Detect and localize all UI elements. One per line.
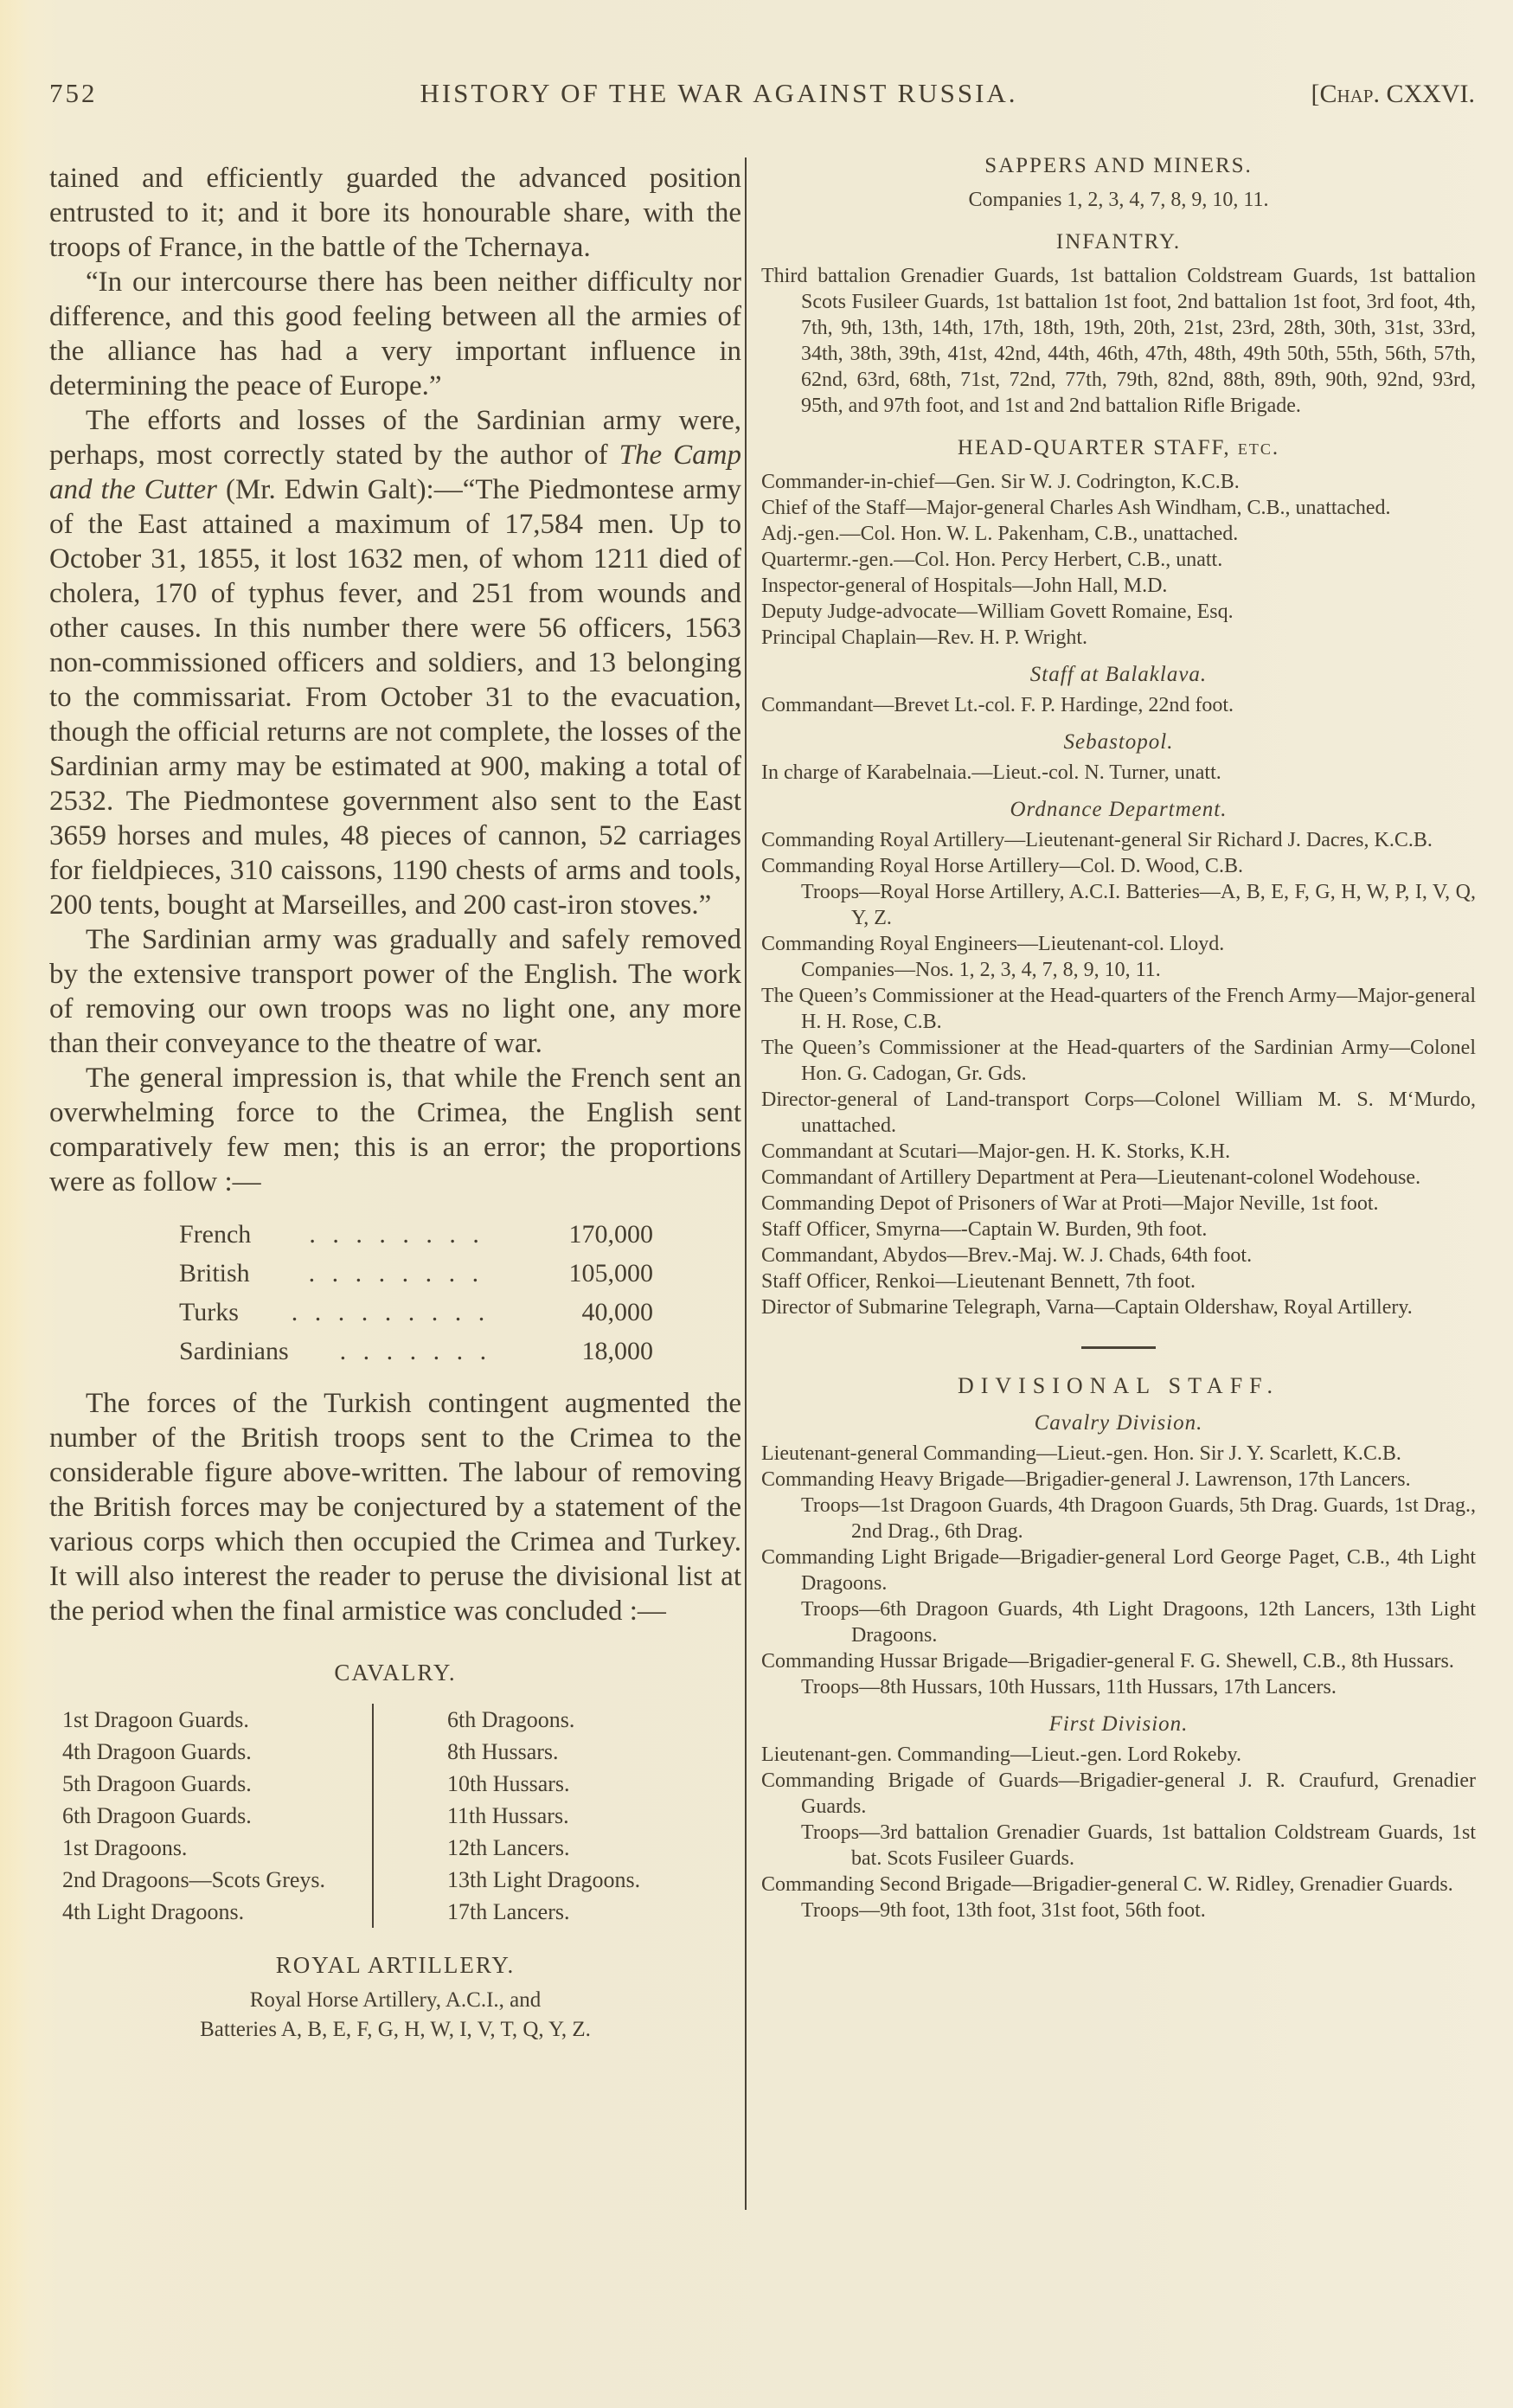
- paragraph-removal: The Sardinian army was gradually and safely removed by the extensive transport power of the English. The work of removing our own troops was no light one, any more than their conveyance to the theatre of war.: [49, 924, 741, 1059]
- staff-entry: Deputy Judge-advocate—William Govett Romaine, Esq.: [761, 600, 1234, 623]
- cavalry-regiment-item: 4th Light Dragoons.: [62, 1899, 245, 1924]
- staff-entry: Director of Submarine Telegraph, Varna—Captain Oldershaw, Royal Artillery.: [761, 1296, 1413, 1319]
- force-nation-label: British: [179, 1259, 250, 1287]
- paragraph-sardinian-losses: [49, 403, 741, 922]
- paragraph-proportions: The general impression is, that while the French sent an overwhelming force to the Crimea, the English sent comparatively few men; this is an error; the proportions were as follow :—: [49, 1063, 741, 1198]
- chapter-reference: [1241, 80, 1475, 109]
- paragraph-text: (Mr. Edwin Galt):—“The Piedmontese army of the East attained a maximum of 17,584 men. Up to October 31, 1855, it lost 1632 men, of whom 1211 died of cholera, 170 of typhus fever, and 251 from wounds and other causes. In this number there were 56 officers, 1563 non-commissioned officers and soldiers, and 13 belonging to the commissariat. From October 31 to the evacuation, though the official returns are not complete, the losses of the Sardinian army may be estimated at 900, making a total of 2532. The Piedmontese government also sent to the East 3659 horses and mules, 48 pieces of cannon, 52 carriages for fieldpieces, 310 caissons, 1190 chests of arms and tools, 200 tents, bought at Marseilles, and 200 cast-iron stoves.”: [49, 474, 741, 921]
- cavalry-regiment-item: 6th Dragoons.: [447, 1707, 575, 1732]
- first-division-list: [761, 1742, 1476, 1923]
- staff-entry: Quartermr.-gen.—Col. Hon. Percy Herbert, C.B., unatt.: [761, 549, 1223, 571]
- cavalry-list: [62, 1704, 741, 1928]
- paragraph-quote: “In our intercourse there has been neither difficulty nor difference, and this good feeling between all the armies of the alliance has had a very important influence in determining the peace of Europe.”: [49, 266, 741, 401]
- sappers-companies-line: Companies 1, 2, 3, 4, 7, 8, 9, 10, 11.: [968, 189, 1269, 211]
- staff-entry: Commanding Royal Artillery—Lieutenant-general Sir Richard J. Dacres, K.C.B.: [761, 829, 1433, 851]
- book-title-italic: The Camp and the Cutter: [49, 440, 741, 505]
- staff-entry: Troops—9th foot, 13th foot, 31st foot, 56th foot.: [801, 1899, 1206, 1922]
- dot-leader: . . . . . . .: [339, 1337, 492, 1365]
- staff-entry: In charge of Karabelnaia.—Lieut.-col. N. Turner, unatt.: [761, 761, 1221, 784]
- chapter-bracket: [: [1311, 80, 1320, 108]
- artillery-line: Royal Horse Artillery, A.C.I., and: [249, 1988, 542, 2012]
- left-column: [49, 161, 741, 2045]
- balaklava-subheading: Staff at Balaklava.: [1029, 663, 1208, 686]
- page-header: [49, 78, 1475, 109]
- cavalry-division-list: [761, 1441, 1476, 1700]
- forces-row: [179, 1254, 653, 1293]
- staff-entry: Commanding Royal Engineers—Lieutenant-col. Lloyd.: [761, 933, 1225, 955]
- hq-heading-text: HEAD-QUARTER STAFF,: [957, 436, 1238, 459]
- cavalry-list-right: [372, 1704, 741, 1928]
- sappers-miners-heading: SAPPERS AND MINERS.: [984, 154, 1253, 177]
- staff-entry: Commandant, Abydos—Brev.-Maj. W. J. Chads, 64th foot.: [761, 1244, 1253, 1267]
- staff-entry: The Queen’s Commissioner at the Head-quarters of the Sardinian Army—Colonel Hon. G. Cadogan, Gr. Gds.: [761, 1037, 1476, 1085]
- staff-entry: Chief of the Staff—Major-general Charles Ash Windham, C.B., unattached.: [761, 497, 1391, 519]
- infantry-regiment-list: Third battalion Grenadier Guards, 1st battalion Coldstream Guards, 1st battalion Scots Fusileer Guards, 1st battalion 1st foot, 2nd battalion 1st foot, 3rd foot, 4th, 7th, 9th, 13th, 14th, 17th, 18th, 19th, 20th, 21st, 23rd, 28th, 30th, 31st, 33rd, 34th, 38th, 39th, 41st, 42nd, 44th, 46th, 47th, 48th, 49th 50th, 55th, 56th, 57th, 62nd, 63rd, 68th, 71st, 72nd, 77th, 79th, 82nd, 88th, 89th, 90th, 92nd, 93rd, 95th, and 97th foot, and 1st and 2nd battalion Rifle Brigade.: [761, 265, 1476, 417]
- right-column: [761, 154, 1476, 1923]
- forces-row: [179, 1215, 653, 1254]
- dot-leader: . . . . . . . .: [309, 1220, 484, 1249]
- cavalry-regiment-item: 10th Hussars.: [447, 1771, 570, 1796]
- page-number: 752: [49, 78, 98, 108]
- staff-entry: Troops—6th Dragoon Guards, 4th Light Dragoons, 12th Lancers, 13th Light Dragoons.: [801, 1598, 1476, 1647]
- sebastopol-subheading: Sebastopol.: [1063, 730, 1174, 754]
- staff-entry: The Queen’s Commissioner at the Head-quarters of the French Army—Major-general H. H. Rose, C.B.: [761, 985, 1476, 1033]
- forces-table: [179, 1215, 653, 1371]
- cavalry-heading: CAVALRY.: [334, 1660, 457, 1686]
- staff-entry: Companies—Nos. 1, 2, 3, 4, 7, 8, 9, 10, 11.: [801, 959, 1161, 981]
- force-count-value: 18,000: [581, 1337, 653, 1365]
- forces-row: [179, 1293, 653, 1332]
- royal-artillery-heading: ROYAL ARTILLERY.: [275, 1952, 516, 1978]
- chapter-number: CXXVI.: [1380, 80, 1475, 108]
- cavalry-list-left: [62, 1704, 372, 1928]
- staff-entry: Staff Officer, Renkoi—Lieutenant Bennett, 7th foot.: [761, 1270, 1196, 1293]
- staff-entry: Commanding Second Brigade—Brigadier-general C. W. Ridley, Grenadier Guards.: [761, 1873, 1453, 1896]
- cavalry-division-subheading: Cavalry Division.: [1034, 1411, 1203, 1435]
- running-title: HISTORY OF THE WAR AGAINST RUSSIA.: [420, 78, 1018, 108]
- paragraph-continuation: tained and efficiently guarded the advanced position entrusted to it; and it bore its honourable share, with the troops of France, in the battle of the Tchernaya.: [49, 163, 741, 263]
- staff-entry: Staff Officer, Smyrna—-Captain W. Burden, 9th foot.: [761, 1218, 1208, 1241]
- page-gutter-shadow: [0, 0, 29, 2408]
- staff-entry: Adj.-gen.—Col. Hon. W. L. Pakenham, C.B., unattached.: [761, 523, 1239, 545]
- staff-entry: Commandant of Artillery Department at Pera—Lieutenant-colonel Wodehouse.: [761, 1166, 1421, 1189]
- column-divider-rule: [745, 157, 747, 2210]
- dot-leader: . . . . . . . . .: [291, 1298, 490, 1326]
- forces-row: [179, 1332, 653, 1371]
- cavalry-regiment-item: 1st Dragoon Guards.: [62, 1707, 249, 1732]
- force-nation-label: Turks: [179, 1298, 239, 1326]
- cavalry-regiment-item: 5th Dragoon Guards.: [62, 1771, 252, 1796]
- cavalry-regiment-item: 17th Lancers.: [447, 1899, 570, 1924]
- staff-entry: Commander-in-chief—Gen. Sir W. J. Codrington, K.C.B.: [761, 471, 1240, 493]
- section-divider-rule: [1081, 1346, 1156, 1349]
- staff-entry: Troops—1st Dragoon Guards, 4th Dragoon Guards, 5th Drag. Guards, 1st Drag., 2nd Drag., 6th Drag.: [801, 1494, 1476, 1543]
- cavalry-regiment-item: 1st Dragoons.: [62, 1835, 188, 1860]
- staff-entry: Troops—Royal Horse Artillery, A.C.I. Batteries—A, B, E, F, G, H, W, P, I, V, Q, Y, Z.: [801, 881, 1476, 929]
- hq-staff-list: [761, 469, 1476, 651]
- force-count-value: 105,000: [568, 1259, 653, 1287]
- cavalry-regiment-item: 2nd Dragoons—Scots Greys.: [62, 1867, 326, 1892]
- force-nation-label: French: [179, 1220, 252, 1249]
- staff-entry: Commanding Brigade of Guards—Brigadier-general J. R. Craufurd, Grenadier Guards.: [761, 1769, 1476, 1818]
- divisional-staff-heading: DIVISIONAL STAFF.: [957, 1373, 1280, 1398]
- infantry-heading: INFANTRY.: [1055, 230, 1182, 254]
- cavalry-regiment-item: 11th Hussars.: [447, 1803, 569, 1828]
- hq-heading-etc: etc.: [1237, 436, 1280, 459]
- ordnance-list: [761, 827, 1476, 1320]
- paragraph-text: The efforts and losses of the Sardinian army were, perhaps, most correctly stated by the author of: [49, 405, 741, 471]
- staff-entry: Commanding Heavy Brigade—Brigadier-general J. Lawrenson, 17th Lancers.: [761, 1468, 1411, 1491]
- staff-entry: Troops—8th Hussars, 10th Hussars, 11th Hussars, 17th Lancers.: [801, 1676, 1337, 1698]
- staff-entry: Commandant—Brevet Lt.-col. F. P. Hardinge, 22nd foot.: [761, 694, 1234, 716]
- artillery-line: Batteries A, B, E, F, G, H, W, I, V, T, Q, Y, Z.: [200, 2018, 591, 2041]
- cavalry-regiment-item: 4th Dragoon Guards.: [62, 1739, 252, 1764]
- staff-entry: Commanding Hussar Brigade—Brigadier-general F. G. Shewell, C.B., 8th Hussars.: [761, 1650, 1454, 1673]
- staff-entry: Principal Chaplain—Rev. H. P. Wright.: [761, 626, 1088, 649]
- staff-entry: Commanding Light Brigade—Brigadier-general Lord George Paget, C.B., 4th Light Dragoons.: [761, 1546, 1476, 1595]
- cavalry-regiment-item: 8th Hussars.: [447, 1739, 559, 1764]
- staff-entry: Commanding Depot of Prisoners of War at Proti—Major Neville, 1st foot.: [761, 1192, 1379, 1215]
- ordnance-department-subheading: Ordnance Department.: [1010, 798, 1228, 821]
- force-count-value: 170,000: [568, 1220, 653, 1249]
- cavalry-regiment-item: 13th Light Dragoons.: [447, 1867, 641, 1892]
- staff-entry: Director-general of Land-transport Corps—Colonel William M. S. M‘Murdo, unattached.: [761, 1088, 1476, 1137]
- head-quarter-staff-heading: [761, 436, 1476, 460]
- chapter-label: Chap.: [1319, 80, 1380, 108]
- staff-entry: Lieutenant-general Commanding—Lieut.-gen. Hon. Sir J. Y. Scarlett, K.C.B.: [761, 1442, 1401, 1465]
- force-nation-label: Sardinians: [179, 1337, 289, 1365]
- staff-entry: Commanding Royal Horse Artillery—Col. D. Wood, C.B.: [761, 855, 1243, 877]
- cavalry-regiment-item: 6th Dragoon Guards.: [62, 1803, 252, 1828]
- paragraph-turkish-contingent: The forces of the Turkish contingent augmented the number of the British troops sent to the Crimea to the considerable figure above-written. The labour of removing the British forces may be conjectured by a statement of the various corps which then occupied the Crimea and Turkey. It will also interest the reader to peruse the divisional list at the period when the final armistice was concluded :—: [49, 1388, 741, 1627]
- dot-leader: . . . . . . . .: [308, 1259, 484, 1287]
- staff-entry: Troops—3rd battalion Grenadier Guards, 1st battalion Coldstream Guards, 1st bat. Scots Fusileer Guards.: [801, 1821, 1476, 1870]
- cavalry-regiment-item: 12th Lancers.: [447, 1835, 570, 1860]
- force-count-value: 40,000: [581, 1298, 653, 1326]
- first-division-subheading: First Division.: [1048, 1712, 1189, 1736]
- staff-entry: Inspector-general of Hospitals—John Hall, M.D.: [761, 575, 1168, 597]
- staff-entry: Lieutenant-gen. Commanding—Lieut.-gen. Lord Rokeby.: [761, 1743, 1241, 1766]
- staff-entry: Commandant at Scutari—Major-gen. H. K. Storks, K.H.: [761, 1140, 1231, 1163]
